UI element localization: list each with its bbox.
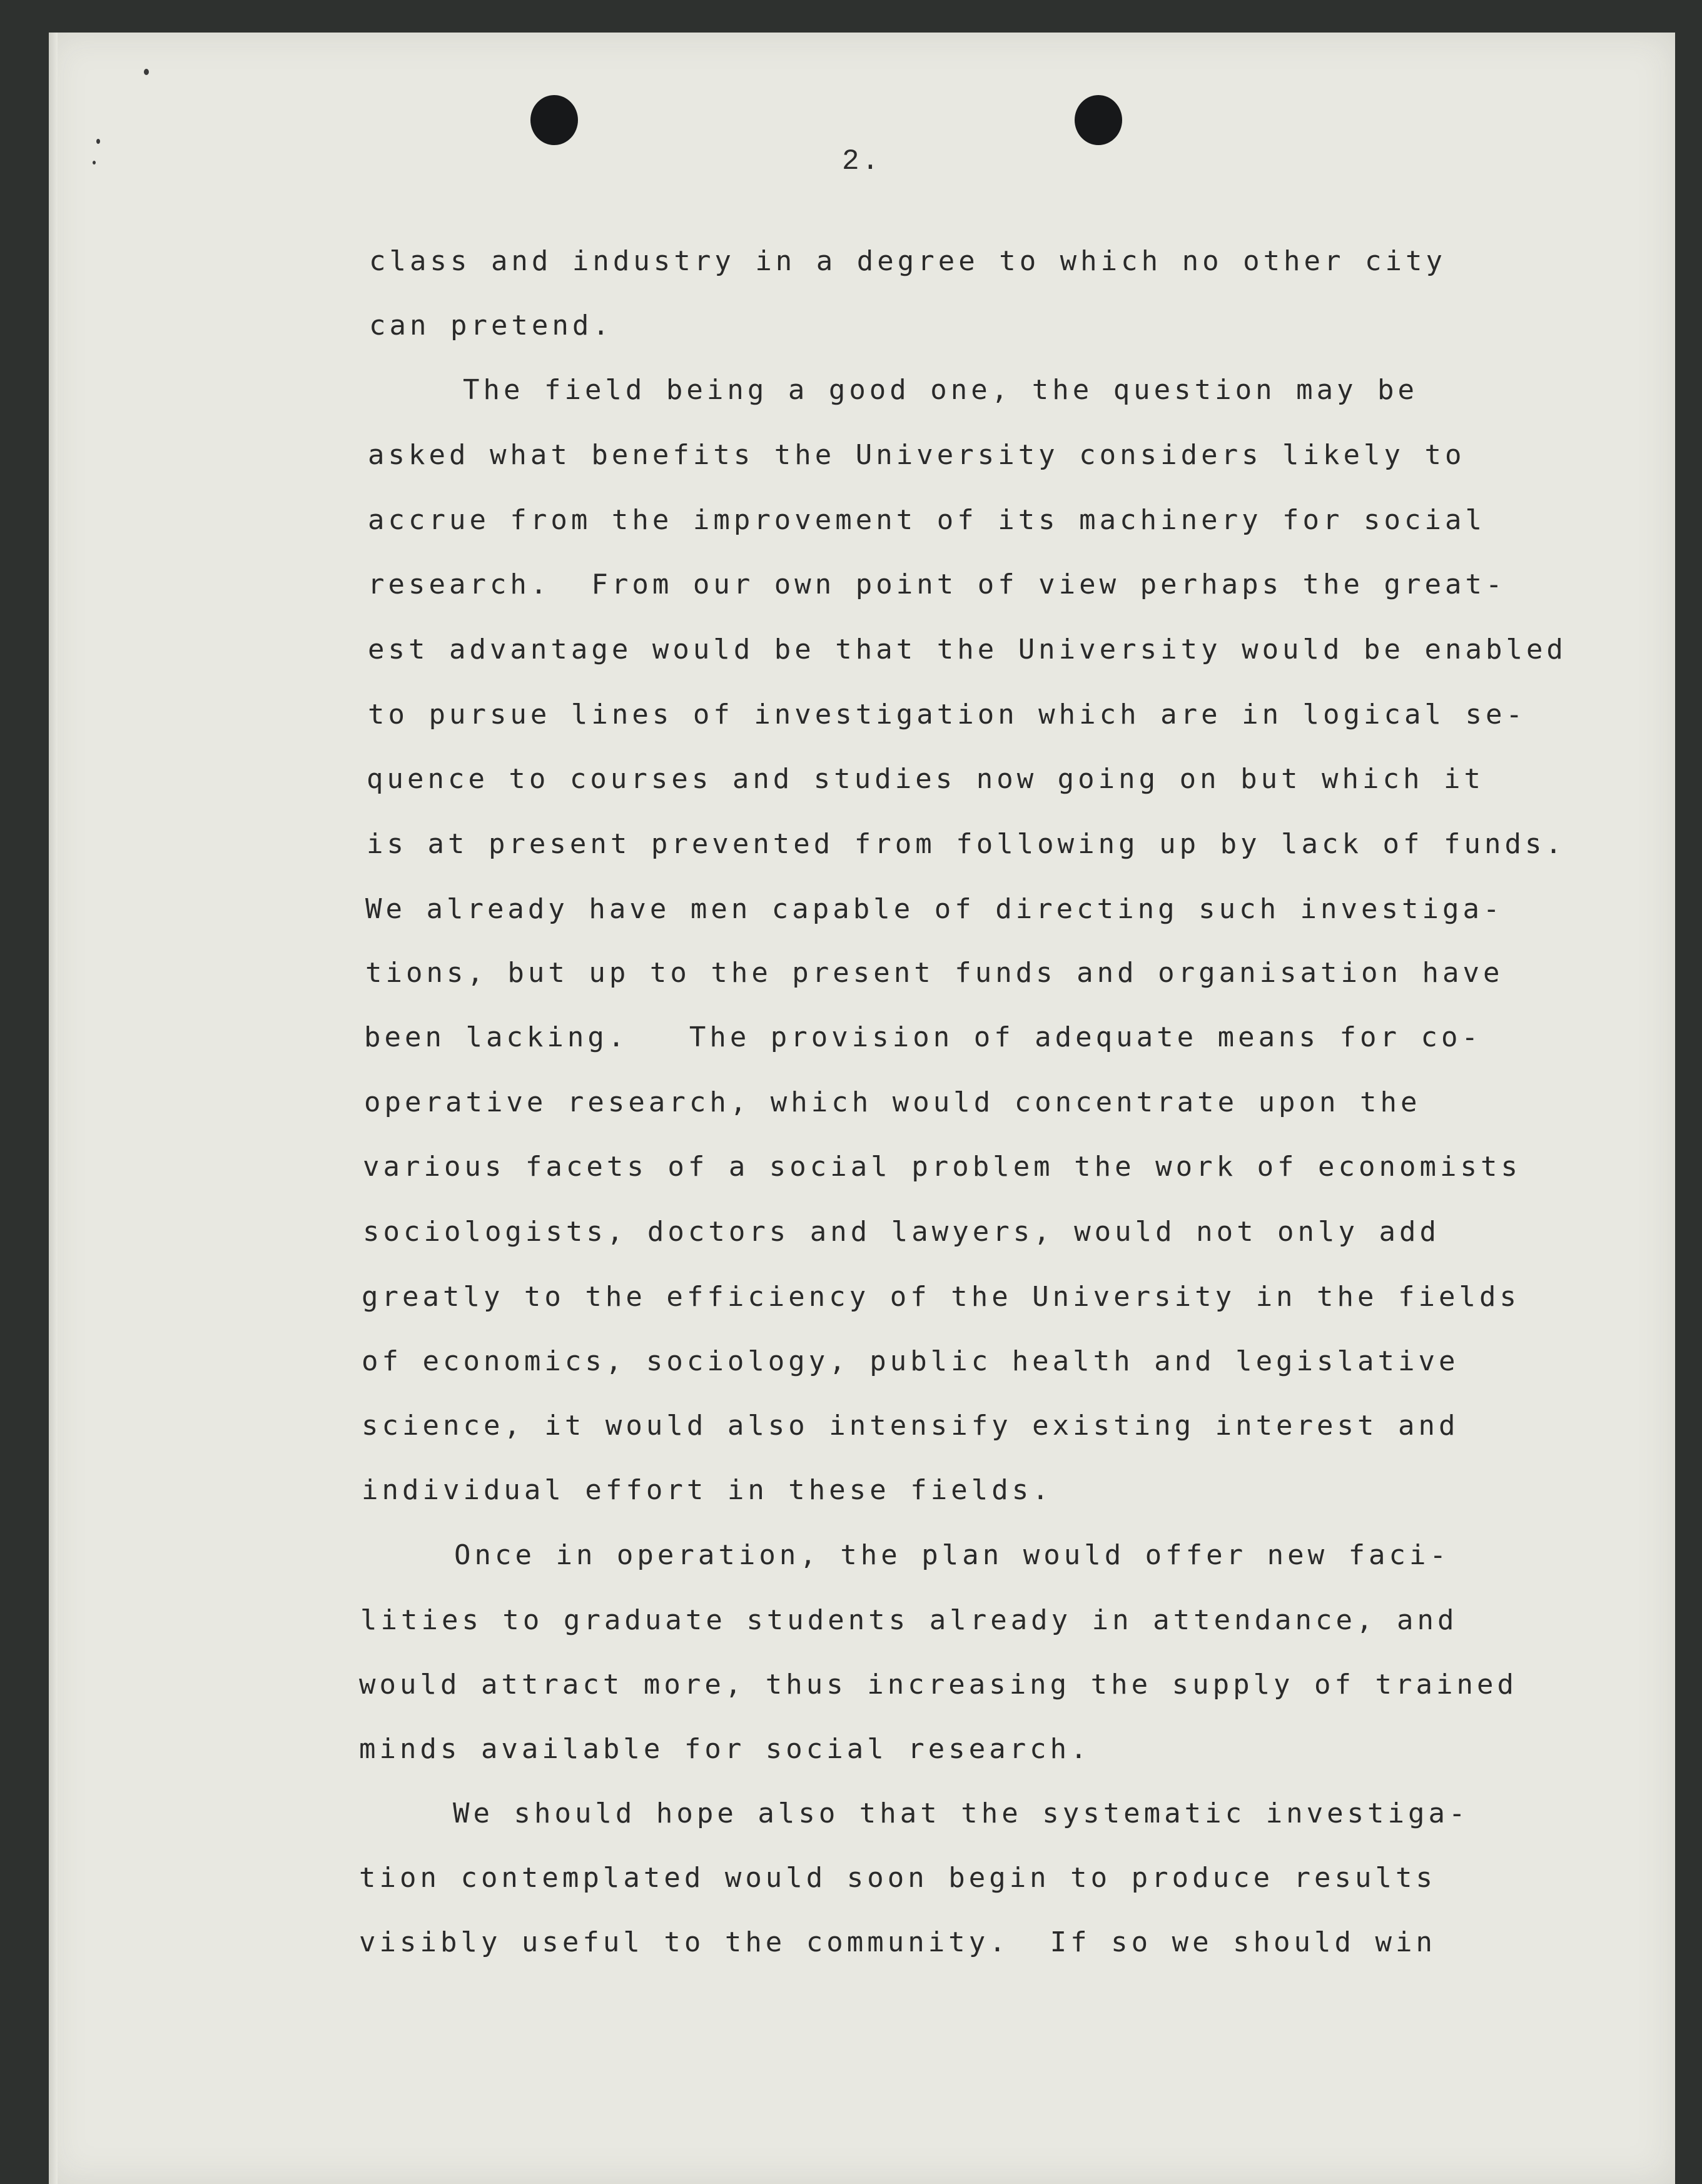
text-line: We already have men capable of directing such investiga-	[365, 893, 1504, 925]
text-line: would attract more, thus increasing the supply of trained	[359, 1669, 1517, 1701]
text-line: tion contemplated would soon begin to produce results	[359, 1862, 1436, 1894]
punch-hole-left	[530, 95, 578, 145]
ink-speck	[93, 161, 96, 164]
text-line: class and industry in a degree to which no other city	[369, 245, 1446, 277]
text-line: Once in operation, the plan would offer new faci-	[454, 1539, 1451, 1571]
ink-speck	[144, 69, 149, 75]
text-line: The field being a good one, the question may be	[463, 374, 1419, 406]
text-line: individual effort in these fields.	[362, 1474, 1053, 1506]
text-line: been lacking. The provision of adequate means for co-	[364, 1021, 1482, 1053]
text-line: can pretend.	[369, 310, 613, 341]
text-line: various facets of a social problem the work of economists	[363, 1151, 1521, 1183]
text-line: research. From our own point of view perhaps the great-	[368, 569, 1506, 600]
text-line: of economics, sociology, public health and legislative	[362, 1345, 1459, 1377]
text-line: est advantage would be that the University would be enabled	[368, 634, 1567, 665]
punch-hole-right	[1075, 95, 1122, 145]
text-line: minds available for social research.	[359, 1733, 1091, 1765]
text-line: is at present prevented from following up by lack of funds.	[367, 828, 1566, 860]
text-line: asked what benefits the University considers likely to	[368, 439, 1466, 471]
text-line: accrue from the improvement of its machinery for social	[368, 504, 1486, 536]
text-line: sociologists, doctors and lawyers, would not only add	[363, 1216, 1440, 1248]
text-line: We should hope also that the systematic investiga-	[453, 1797, 1469, 1829]
text-line: visibly useful to the community. If so we should win	[359, 1926, 1436, 1958]
text-line: operative research, which would concentrate upon the	[364, 1086, 1421, 1118]
ink-speck	[96, 139, 100, 144]
text-line: to pursue lines of investigation which are in logical se-	[368, 699, 1526, 731]
text-line: lities to graduate students already in attendance, and	[360, 1604, 1458, 1636]
text-line: greatly to the efficiency of the University in the fields	[362, 1281, 1520, 1313]
text-line: quence to courses and studies now going on but which it	[367, 763, 1484, 795]
text-line: science, it would also intensify existing interest and	[362, 1410, 1459, 1442]
page-number: 2.	[842, 145, 882, 178]
paper-edge	[49, 33, 58, 2184]
text-line: tions, but up to the present funds and organisation have	[365, 957, 1504, 989]
